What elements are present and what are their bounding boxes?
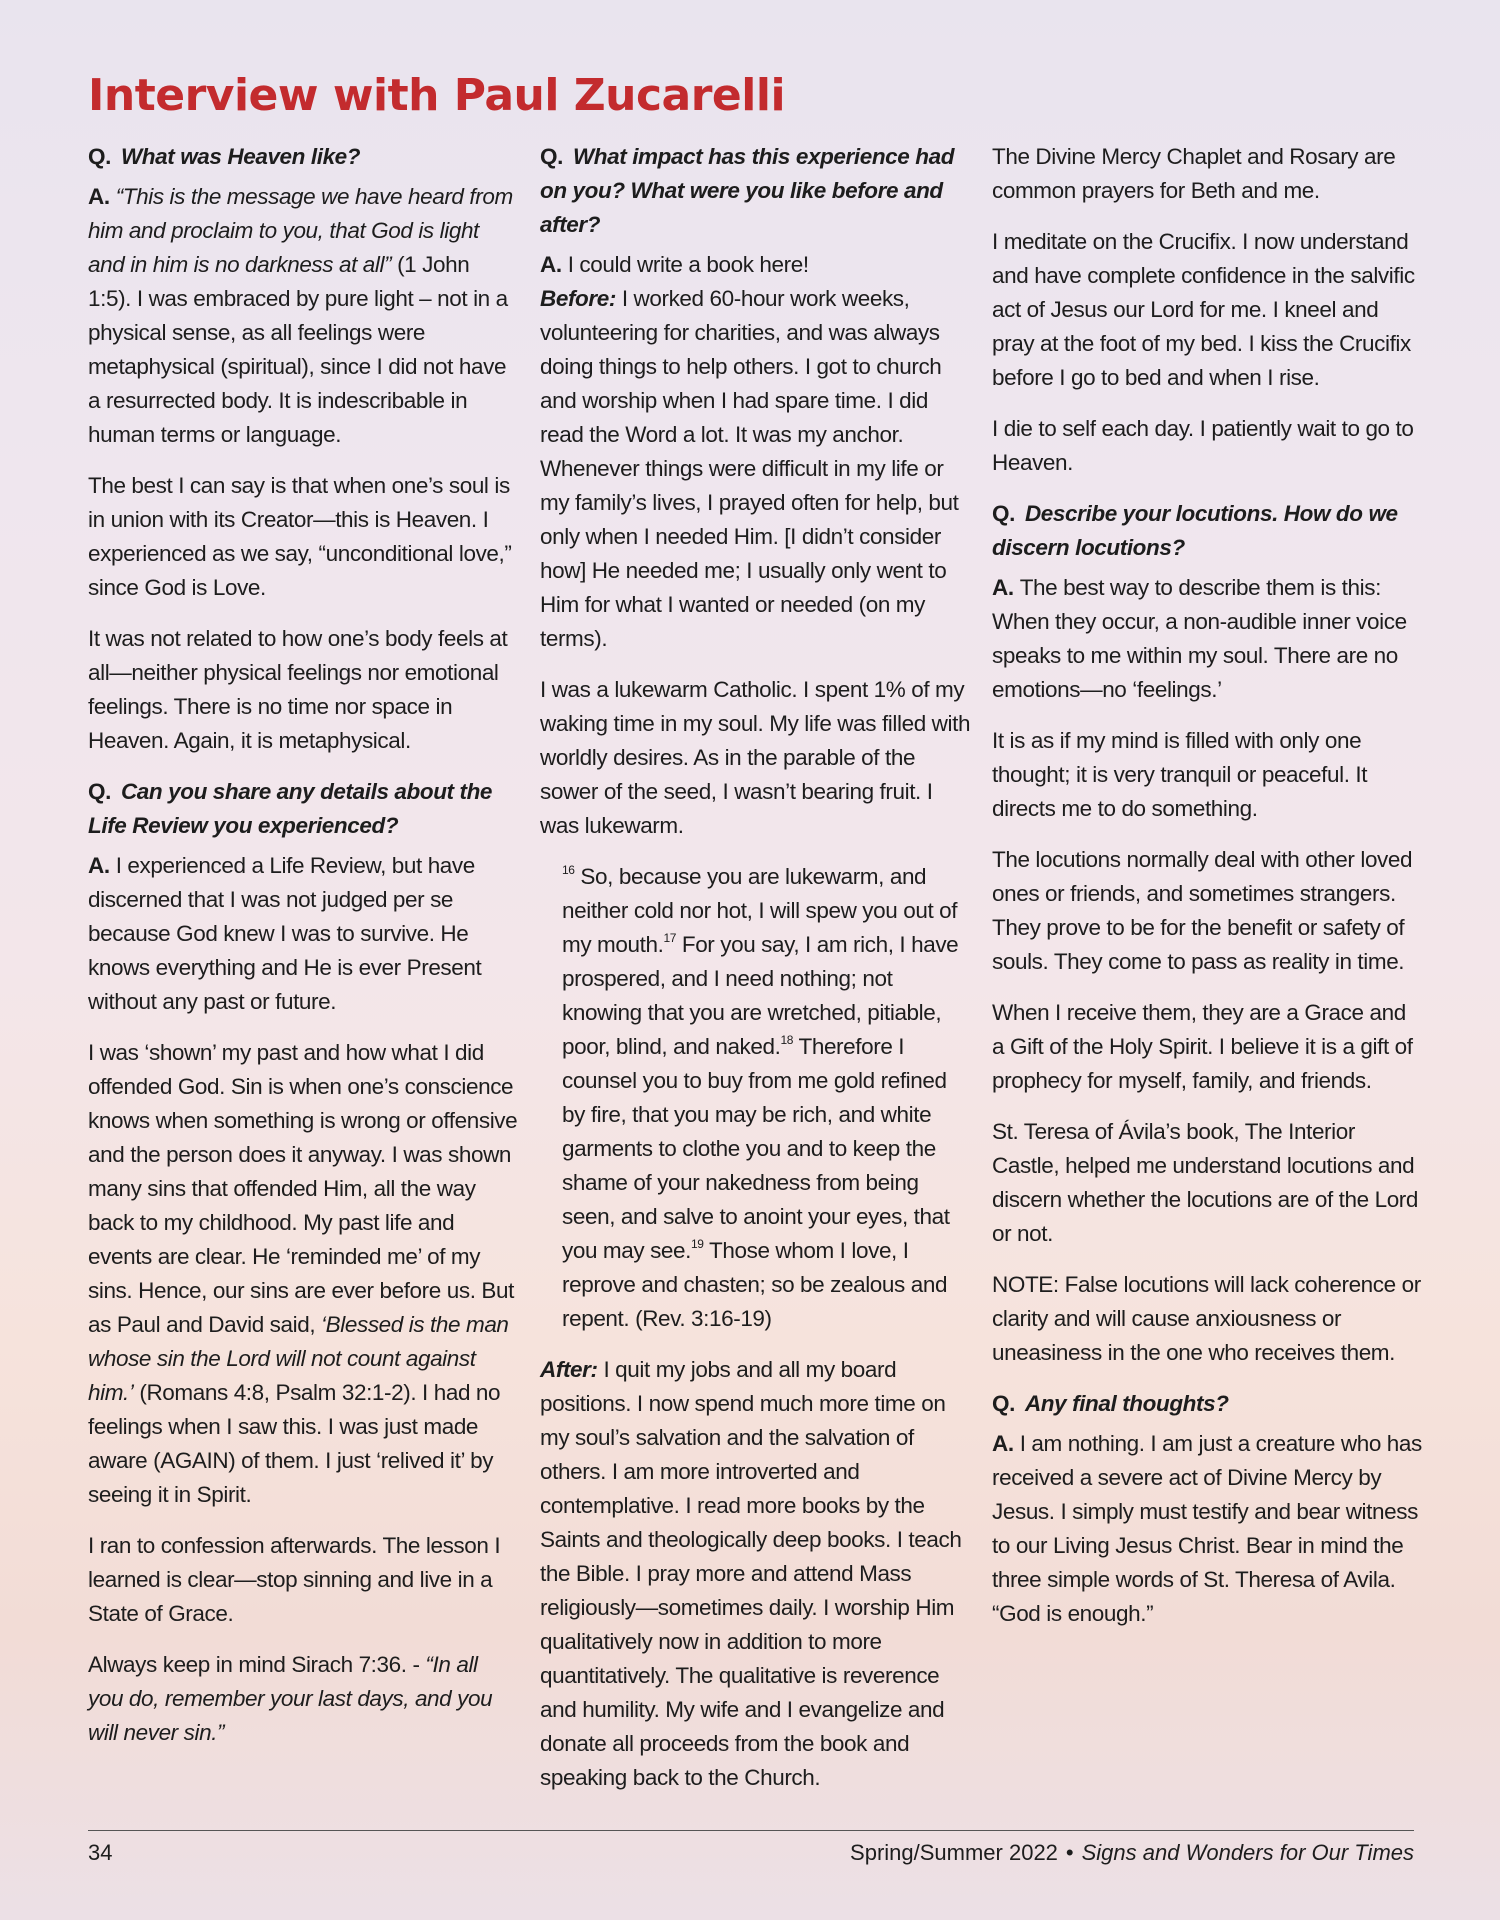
question-locutions — [992, 497, 1422, 565]
body-text: I was ‘shown’ my past and how what I did offended God. Sin is when one’s conscience knows when something is wrong or offensive and the person does it anyway. I was shown many sins that offended Him, all the way back to my childhood. My past life and events are clear. He ‘reminded me’ of my sins. Hence, our sins are ever before us. But as Paul and David said, — [88, 1040, 518, 1337]
scripture-quote: ‘Blessed is the man whose sin the Lord will not count against him.’ — [88, 1312, 509, 1405]
answer-marker: A. — [992, 1431, 1014, 1456]
body-paragraph: It was not related to how one’s body feels at all—neither physical feelings nor emotional feelings. There is no time nor space in Heaven. Again, it is metaphysical. — [88, 626, 508, 753]
verse-text: Therefore I counsel you to buy from me gold refined by fire, that you may be rich, and white garments to clothe you and to keep the shame of your nakedness from being seen, and salve to anoint your eyes, that you may see. — [562, 1034, 950, 1263]
footer-rule — [88, 1830, 1414, 1831]
body-paragraph: The best I can say is that when one’s soul is in union with its Creator—this is Heaven. I experienced as we say, “unconditional love,” since God is Love. — [88, 473, 512, 600]
scripture-block-quote — [562, 860, 972, 1336]
answer-paragraph — [540, 248, 972, 656]
body-paragraph: I meditate on the Crucifix. I now understand and have complete confidence in the salvific act of Jesus our Lord for me. I kneel and pray at the foot of my bed. I kiss the Crucifix before I go to bed and when I rise. — [992, 229, 1415, 390]
question-heaven — [88, 140, 518, 174]
answer-text: The best way to describe them is this: When they occur, a non-audible inner voice speaks to me within my soul. There are no emotions—no ‘feelings.’ — [992, 575, 1407, 702]
issue-date: Spring/Summer 2022 — [850, 1840, 1058, 1865]
verse-number: 19 — [691, 1236, 704, 1251]
question-text: Any final thoughts? — [1024, 1391, 1229, 1416]
verse-text: Those whom I love, I reprove and chasten; so be zealous and repent. (Rev. 3:16-19) — [562, 1238, 948, 1331]
question-impact — [540, 140, 972, 242]
question-final-thoughts — [992, 1387, 1422, 1421]
answer-text: (1 John 1:5). I was embraced by pure light – not in a physical sense, as all feelings were metaphysical (spiritual), since I did not have a resurrected body. It is indescribable in human terms or language. — [88, 252, 508, 447]
body-paragraph — [88, 1036, 518, 1512]
footer-issue-line — [850, 1840, 1414, 1866]
answer-text: I experienced a Life Review, but have discerned that I was not judged per se because God knew I was to survive. He knows everything and He is ever Present without any past or future. — [88, 853, 482, 1014]
body-paragraph: The locutions normally deal with other loved ones or friends, and sometimes strangers. They prove to be for the benefit or safety of souls. They come to pass as reality in time. — [992, 847, 1413, 974]
question-text: Describe your locutions. How do we discern locutions? — [992, 501, 1398, 560]
verse-text: For you say, I am rich, I have prospered, and I need nothing; not knowing that you are wretched, pitiable, poor, blind, and naked. — [562, 932, 959, 1059]
body-paragraph: I was a lukewarm Catholic. I spent 1% of my waking time in my soul. My life was filled with worldly desires. As in the parable of the sower of the seed, I wasn’t bearing fruit. I was lukewarm. — [540, 677, 971, 838]
verse-number: 16 — [562, 862, 575, 877]
publication-name: Signs and Wonders for Our Times — [1081, 1840, 1414, 1865]
question-text: What was Heaven like? — [120, 144, 361, 169]
scripture-quote: “In all you do, remember your last days, and you will never sin.” — [88, 1652, 493, 1745]
answer-marker: A. — [88, 184, 110, 209]
answer-paragraph — [992, 571, 1422, 707]
note-paragraph: NOTE: False locutions will lack coherence or clarity and will cause anxiousness or uneasiness in the one who receives them. — [992, 1272, 1421, 1365]
body-paragraph: It is as if my mind is filled with only one thought; it is very tranquil or peaceful. It directs me to do something. — [992, 728, 1368, 821]
body-paragraph — [88, 1648, 518, 1750]
answer-marker: A. — [540, 252, 562, 277]
question-life-review — [88, 775, 518, 843]
answer-marker: A. — [88, 853, 110, 878]
body-paragraph: I ran to confession afterwards. The lesson I learned is clear—stop sinning and live in a State of Grace. — [88, 1533, 501, 1626]
body-paragraph: When I receive them, they are a Grace and a Gift of the Holy Spirit. I believe it is a gift of prophecy for myself, family, and friends. — [992, 1000, 1413, 1093]
answer-marker: A. — [992, 575, 1014, 600]
body-paragraph — [540, 1353, 972, 1795]
before-text: I worked 60-hour work weeks, volunteering for charities, and was always doing things to help others. I got to church and worship when I had spare time. I did read the Word a lot. It was my anchor. Whenever things were difficult in my life or my family’s lives, I prayed often for help, but only when I needed Him. [I didn’t consider how] He needed me; I usually only went to Him for what I wanted or needed (on my terms). — [540, 286, 959, 651]
answer-paragraph — [88, 849, 518, 1019]
body-paragraph: I die to self each day. I patiently wait to go to Heaven. — [992, 416, 1414, 475]
body-paragraph: St. Teresa of Ávila’s book, The Interior Castle, helped me understand locutions and discern whether the locutions are of the Lord or not. — [992, 1119, 1419, 1246]
body-text: Always keep in mind Sirach 7:36. - — [88, 1652, 426, 1677]
verse-text: So, because you are lukewarm, and neither cold nor hot, I will spew you out of my mouth. — [562, 864, 958, 957]
answer-paragraph — [992, 1427, 1422, 1631]
answer-paragraph — [88, 180, 518, 452]
verse-number: 17 — [663, 930, 676, 945]
verse-number: 18 — [780, 1032, 794, 1047]
question-text: What impact has this experience had on you? What were you like before and after? — [540, 144, 955, 237]
page-title: Interview with Paul Zucarelli — [88, 70, 786, 121]
bullet-separator: • — [1065, 1840, 1074, 1865]
answer-text: I am nothing. I am just a creature who has received a severe act of Divine Mercy by Jesus. I simply must testify and bear witness to our Living Jesus Christ. Bear in mind the three simple words of St. Theresa of Avila. “God is enough.” — [992, 1431, 1422, 1626]
question-marker: Q. — [992, 1391, 1015, 1416]
question-marker: Q. — [992, 501, 1015, 526]
question-marker: Q. — [88, 779, 111, 804]
answer-text: I could write a book here! — [567, 252, 809, 277]
question-text: Can you share any details about the Life Review you experienced? — [88, 779, 493, 838]
before-label: Before: — [540, 286, 616, 311]
column-3 — [992, 140, 1422, 1648]
question-marker: Q. — [540, 144, 563, 169]
page-number: 34 — [88, 1840, 113, 1865]
column-1 — [88, 140, 518, 1767]
question-marker: Q. — [88, 144, 111, 169]
after-text: I quit my jobs and all my board positions. I now spend much more time on my soul’s salvation and the salvation of others. I am more introverted and contemplative. I read more books by the Saints and theologically deep books. I teach the Bible. I pray more and attend Mass religiously—sometimes daily. I worship Him qualitatively now in addition to more quantitatively. The qualitative is reverence and humility. My wife and I evangelize and donate all proceeds from the book and speaking back to the Church. — [540, 1357, 962, 1790]
after-label: After: — [540, 1357, 598, 1382]
column-2 — [540, 140, 972, 1812]
body-text: (Romans 4:8, Psalm 32:1-2). I had no feelings when I saw this. I was just made aware (AGAIN) of them. I just ‘relived it’ by seeing it in Spirit. — [88, 1380, 501, 1507]
scripture-quote: “This is the message we have heard from him and proclaim to you, that God is light and in him is no darkness at all” — [88, 184, 513, 277]
body-paragraph: The Divine Mercy Chaplet and Rosary are common prayers for Beth and me. — [992, 144, 1396, 203]
